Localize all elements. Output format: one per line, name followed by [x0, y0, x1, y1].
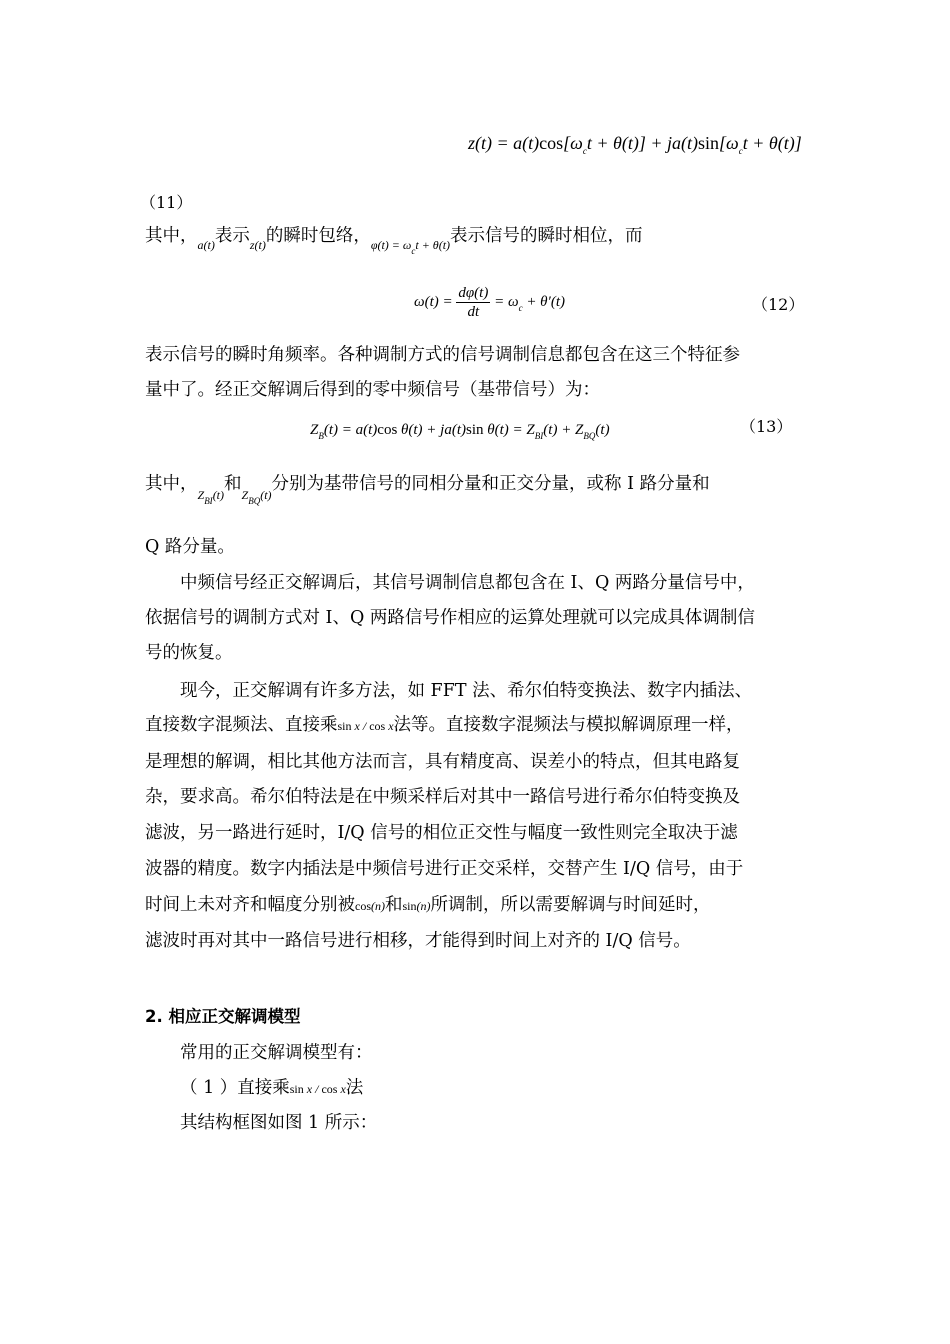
paragraph-line: 依据信号的调制方式对 I、Q 两路信号作相应的运算处理就可以完成具体调制信 — [145, 608, 755, 628]
symbol-sin-cos: sin x / cos x — [337, 719, 394, 733]
paragraph-line — [145, 893, 711, 918]
paragraph-line — [145, 713, 744, 738]
symbol-z-t: z(t) — [249, 238, 266, 252]
equation-12: ω(t) = $\frac{d\varphi(t)}{dt}$ = $\omega_c + \theta'(t)$ — [414, 285, 565, 320]
section-line: 其结构框图如图 1 所示： — [180, 1113, 378, 1133]
text: 时间上未对齐和幅度分别被 — [145, 895, 355, 915]
text: 和 — [385, 895, 403, 915]
paragraph-line: 表示信号的瞬时角频率。各种调制方式的信号调制信息都包含在这三个特征参 — [145, 345, 740, 365]
equation-13-label: （13） — [740, 417, 793, 436]
text: 的瞬时包络， — [265, 226, 371, 246]
paragraph-line: Q 路分量。 — [145, 537, 235, 557]
equation-13: $Z_B(t) = a(t)\cos$ θ(t) + ja(t)sin $\theta(t) = Z_{BI}(t) + Z_{BQ}(t)$ — [310, 422, 610, 441]
symbol-a-t: a(t) — [197, 238, 215, 252]
paragraph-line: 波器的精度。数字内插法是中频信号进行正交采样，交替产生 I/Q 信号，由于 — [145, 859, 744, 879]
paragraph-line: 滤波时再对其中一路信号进行相移，才能得到时间上对齐的 I/Q 信号。 — [145, 931, 691, 951]
paragraph-line: 中频信号经正交解调后，其信号调制信息都包含在 I、Q 两路分量信号中， — [180, 573, 755, 593]
text: 所调制，所以需要解调与时间延时， — [430, 895, 711, 915]
symbol-z-bq: ZBQ(t) — [241, 488, 272, 506]
paragraph-baseband-components — [145, 472, 710, 506]
paragraph-line: 杂，要求高。希尔伯特法是在中频采样后对其中一路信号进行希尔伯特变换及 — [145, 787, 740, 807]
symbol-sin-cos: sin x / cos x — [289, 1082, 346, 1096]
section-line: 常用的正交解调模型有： — [180, 1043, 373, 1063]
symbol-phase: φ(t) = ωct + θ(t) — [370, 238, 451, 256]
paragraph-line: 是理想的解调，相比其他方法而言，具有精度高、误差小的特点，但其电路复 — [145, 752, 740, 772]
text: 法等。直接数字混频法与模拟解调原理一样， — [393, 715, 744, 735]
symbol-z-bi: ZBI(t) — [197, 488, 225, 506]
text: 表示信号的瞬时相位，而 — [450, 226, 643, 246]
text: 表示 — [214, 226, 250, 246]
paragraph-line: 号的恢复。 — [145, 643, 233, 663]
equation-11: $z(t) = a(t)\cos[\omega_ct + \theta(t)] + ja(t)\sin[\omega_ct + \theta(t)]$ — [468, 133, 802, 156]
text: 分别为基带信号的同相分量和正交分量，或称 I 路分量和 — [271, 474, 710, 494]
text: 直接数字混频法、直接乘 — [145, 715, 338, 735]
paragraph-line: 现今，正交解调有许多方法，如 FFT 法、希尔伯特变换法、数字内插法、 — [180, 681, 753, 701]
text: 其中， — [145, 226, 198, 246]
symbol-sin-n: sin(n) — [402, 899, 431, 913]
paragraph-line: 量中了。经正交解调后得到的零中频信号（基带信号）为： — [145, 380, 600, 400]
text: 和 — [224, 474, 242, 494]
section-line — [180, 1076, 363, 1101]
equation-12-label: （12） — [752, 295, 805, 314]
paragraph-instantaneous-envelope — [145, 224, 643, 256]
text: （ 1 ）直接乘 — [180, 1078, 290, 1098]
text: 法 — [345, 1078, 364, 1098]
equation-11-label: （11） — [140, 193, 193, 212]
section-heading: 2. 相应正交解调模型 — [145, 1007, 301, 1026]
symbol-cos-n: cos(n) — [355, 899, 385, 913]
paragraph-line: 滤波，另一路进行延时，I/Q 信号的相位正交性与幅度一致性则完全取决于滤 — [145, 823, 738, 843]
text: 其中， — [145, 474, 198, 494]
